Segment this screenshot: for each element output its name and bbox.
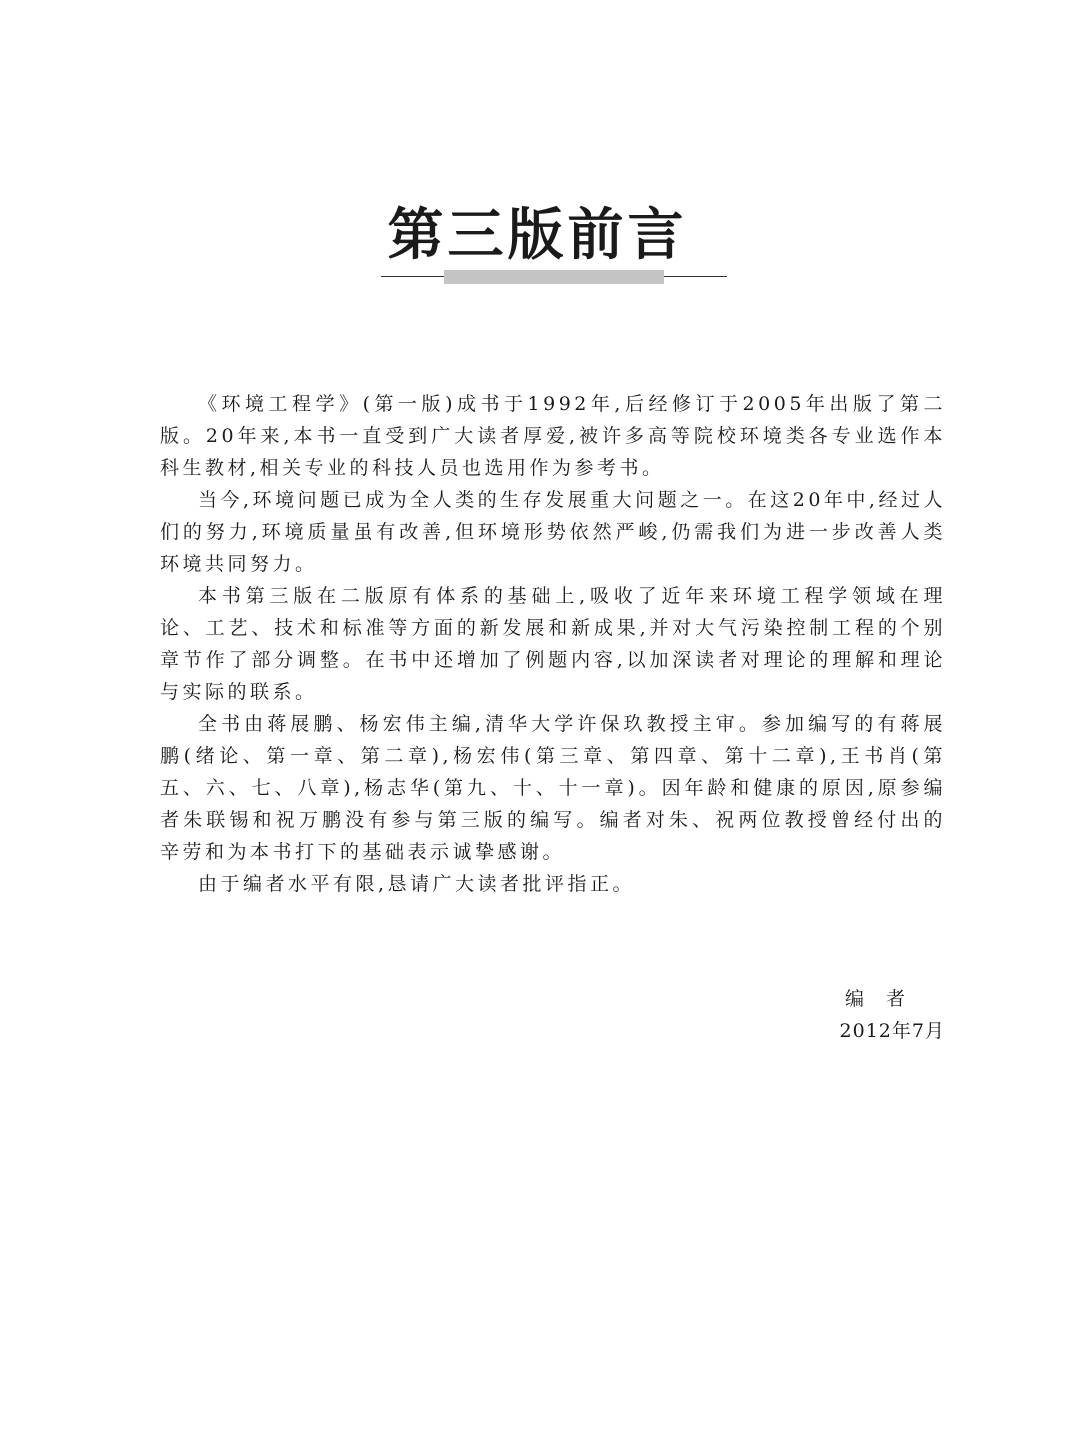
signature-date: 2012年7月 [839, 1020, 945, 1042]
title-underline-bar [444, 270, 664, 284]
preface-body [160, 388, 946, 900]
paragraph-1: 《环境工程学》(第一版)成书于1992年,后经修订于2005年出版了第二版。20年来,本书一直受到广大读者厚爱,被许多高等院校环境类各专业选作本科生教材,相关专业的科技人员也选用作为参考书。 [160, 393, 946, 479]
paragraph-3: 本书第三版在二版原有体系的基础上,吸收了近年来环境工程学领域在理论、工艺、技术和标准等方面的新发展和新成果,并对大气污染控制工程的个别章节作了部分调整。在书中还增加了例题内容,以加深读者对理论的理解和理论与实际的联系。 [160, 585, 946, 703]
signature-author: 编者 [844, 988, 927, 1010]
page-title: 第三版前言 [387, 203, 688, 268]
signature-block [840, 983, 945, 1047]
paragraph-5: 由于编者水平有限,恳请广大读者批评指正。 [198, 873, 636, 895]
title-block [0, 200, 1075, 272]
paragraph-4: 全书由蒋展鹏、杨宏伟主编,清华大学许保玖教授主审。参加编写的有蒋展鹏(绪论、第一章、第二章),杨宏伟(第三章、第四章、第十二章),王书肖(第五、六、七、八章),杨志华(第九、十、十一章)。因年龄和健康的原因,原参编者朱联锡和祝万鹏没有参与第三版的编写。编者对朱、祝两位教授曾经付出的辛劳和为本书打下的基础表示诚挚感谢。 [160, 713, 946, 863]
paragraph-2: 当今,环境问题已成为全人类的生存发展重大问题之一。在这20年中,经过人们的努力,环境质量虽有改善,但环境形势依然严峻,仍需我们为进一步改善人类环境共同努力。 [160, 489, 946, 575]
